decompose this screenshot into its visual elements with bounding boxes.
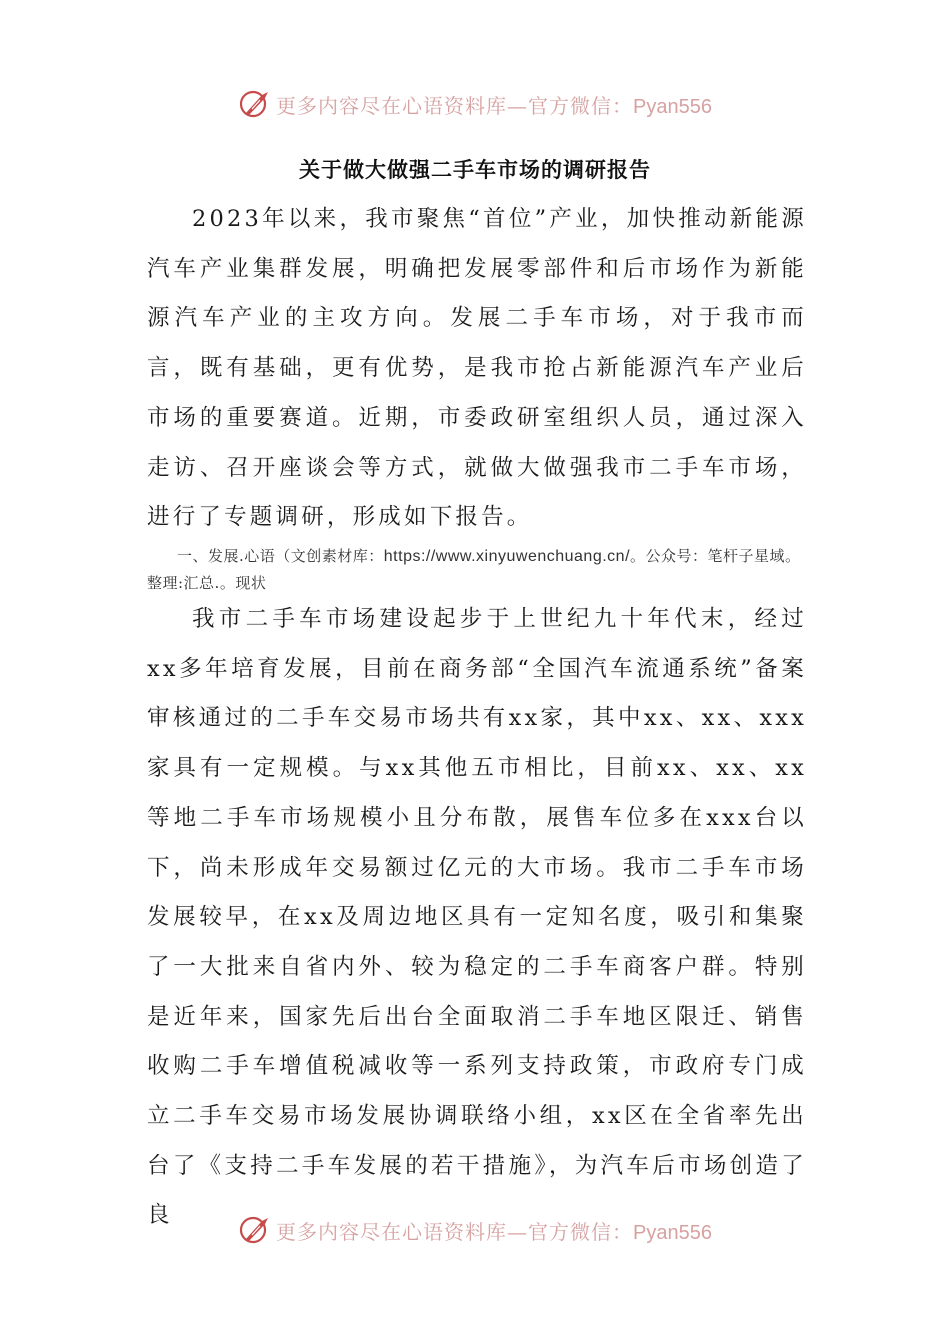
wechat-id: Pyan556 bbox=[633, 1221, 712, 1244]
note-url: https://www.xinyuwenchuang.cn/ bbox=[383, 548, 631, 565]
quill-logo-icon bbox=[238, 1213, 272, 1247]
note-prefix: 一、发展.心语（文创素材库： bbox=[177, 547, 384, 565]
section-heading-note bbox=[147, 543, 807, 596]
note-suffix: 。公众号：笔杆子星域。整理:汇总.。现状 bbox=[147, 547, 801, 592]
footer-watermark-banner bbox=[0, 1210, 950, 1250]
status-paragraph: 我市二手车市场建设起步于上世纪九十年代末，经过xx多年培育发展，目前在商务部“全国汽车流通系统”备案审核通过的二手车交易市场共有xx家，其中xx、xx、xxx家具有一定规模。与xx其他五市相比，目前xx、xx、xx等地二手车市场规模小且分布散，展售车位多在xxx台以下，尚未形成年交易额过亿元的大市场。我市二手车市场发展较早，在xx及周边地区具有一定知名度，吸引和集聚了一大批来自省内外、较为稳定的二手车商客户群。特别是近年来，国家先后出台全面取消二手车地区限迁、销售收购二手车增值税减收等一系列支持政策，市政府专门成立二手车交易市场发展协调联络小组，xx区在全省率先出台了《支持二手车发展的若干措施》，为汽车后市场创造了良 bbox=[147, 606, 807, 1229]
banner-text: 更多内容尽在心语资料库—官方微信：Pyan556 bbox=[276, 93, 712, 118]
document-title: 关于做大做强二手车市场的调研报告 bbox=[299, 158, 651, 182]
banner-text: 更多内容尽在心语资料库—官方微信：Pyan556 bbox=[276, 1219, 712, 1244]
header-watermark-banner bbox=[0, 84, 950, 124]
intro-paragraph: 2023年以来，我市聚焦“首位”产业，加快推动新能源汽车产业集群发展，明确把发展零部件和后市场作为新能源汽车产业的主攻方向。发展二手车市场，对于我市而言，既有基础，更有优势，是我市抢占新能源汽车产业后市场的重要赛道。近期，市委政研室组织人员，通过深入走访、召开座谈会等方式，就做大做强我市二手车市场，进行了专题调研，形成如下报告。 bbox=[147, 206, 807, 531]
wechat-id: Pyan556 bbox=[633, 95, 712, 118]
quill-logo-icon bbox=[238, 87, 272, 121]
